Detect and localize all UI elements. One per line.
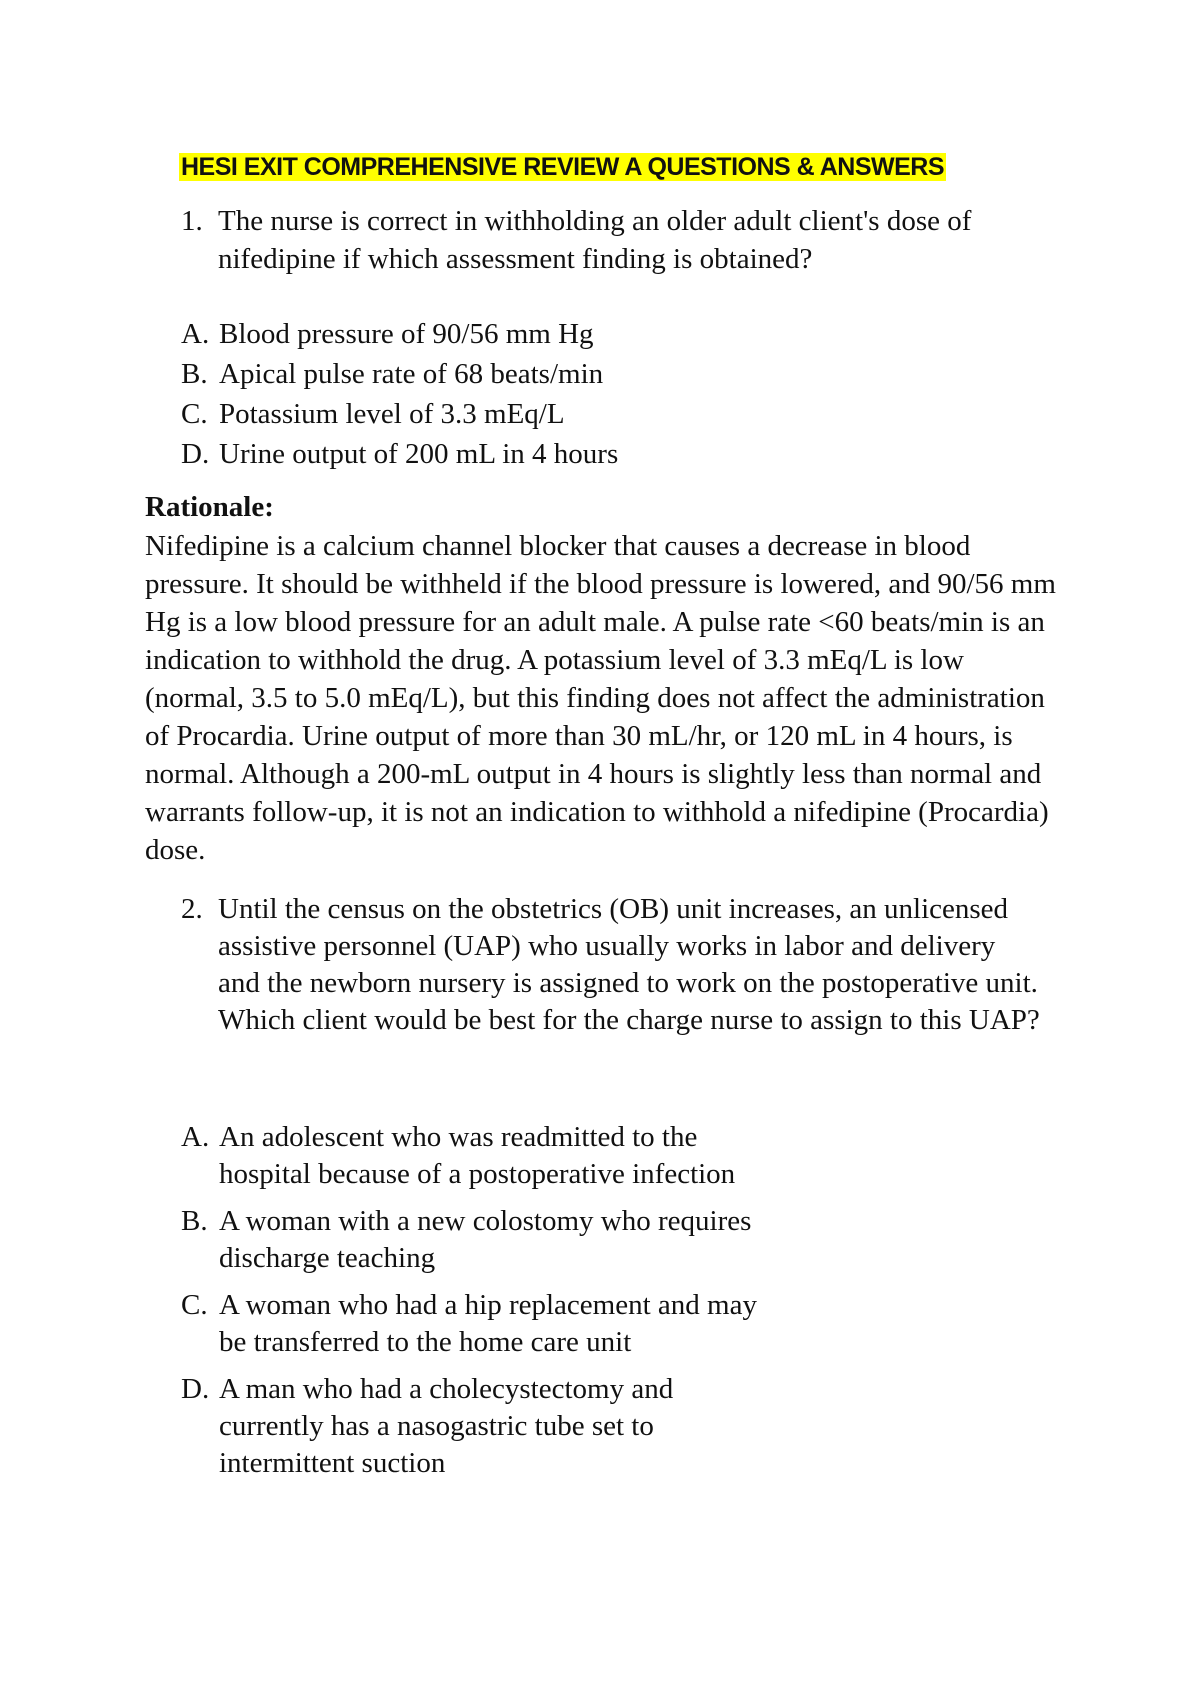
question-text: Until the census on the obstetrics (OB) unit increases, an unlicensed assistive personnel (UAP) who usually works in labor and delivery and the newborn nursery is assigned to work on the postoperative unit. Which client would be best for the charge nurse to assign to this UAP? xyxy=(218,893,1040,1036)
option-letter: B. xyxy=(181,1205,208,1237)
question-number: 2. xyxy=(181,893,203,925)
question-number: 1. xyxy=(181,205,203,237)
option-letter: D. xyxy=(181,1373,210,1405)
rationale-text: Nifedipine is a calcium channel blocker that causes a decrease in blood pressure. It should be withheld if the blood pressure is lowered, and 90/56 mm Hg is a low blood pressure for an adult male. A pulse rate <60 beats/min is an indication to withhold the drug. A potassium level of 3.3 mEq/L is low (normal, 3.5 to 5.0 mEq/L), but this finding does not affect the administration of Procardia. Urine output of more than 30 mL/hr, or 120 mL in 4 hours, is normal. Although a 200-mL output in 4 hours is slightly less than normal and warrants follow-up, it is not an indication to withhold a nifedipine (Procardia) dose. xyxy=(145,530,1056,866)
option-a xyxy=(181,1119,771,1193)
option-letter: A. xyxy=(181,318,210,350)
document-title: HESI EXIT COMPREHENSIVE REVIEW A QUESTIONS & ANSWERS xyxy=(181,153,944,181)
question-2-options xyxy=(181,1119,771,1482)
option-c xyxy=(181,1287,771,1361)
option-letter: D. xyxy=(181,438,210,470)
rationale-heading: Rationale: xyxy=(145,491,274,523)
option-text: Apical pulse rate of 68 beats/min xyxy=(219,358,604,390)
option-d xyxy=(181,434,781,474)
question-2 xyxy=(181,891,1041,1039)
option-text: A woman with a new colostomy who requires discharge teaching xyxy=(219,1205,752,1274)
question-1 xyxy=(181,202,1051,278)
question-1-options xyxy=(181,314,781,474)
option-d xyxy=(181,1371,771,1482)
option-text: Potassium level of 3.3 mEq/L xyxy=(219,398,565,430)
option-letter: A. xyxy=(181,1121,210,1153)
option-letter: C. xyxy=(181,1289,208,1321)
option-text: Blood pressure of 90/56 mm Hg xyxy=(219,318,594,350)
option-c xyxy=(181,394,781,434)
option-text: Urine output of 200 mL in 4 hours xyxy=(219,438,619,470)
option-text: An adolescent who was readmitted to the hospital because of a postoperative infection xyxy=(219,1121,736,1190)
option-a xyxy=(181,314,781,354)
option-text: A woman who had a hip replacement and may be transferred to the home care unit xyxy=(219,1289,757,1358)
question-text: The nurse is correct in withholding an older adult client's dose of nifedipine if which assessment finding is obtained? xyxy=(218,205,972,275)
option-letter: B. xyxy=(181,358,208,390)
option-b xyxy=(181,1203,771,1277)
option-b xyxy=(181,354,781,394)
option-text: A man who had a cholecystectomy and currently has a nasogastric tube set to intermittent suction xyxy=(219,1373,674,1479)
title-container xyxy=(179,147,946,185)
option-letter: C. xyxy=(181,398,208,430)
